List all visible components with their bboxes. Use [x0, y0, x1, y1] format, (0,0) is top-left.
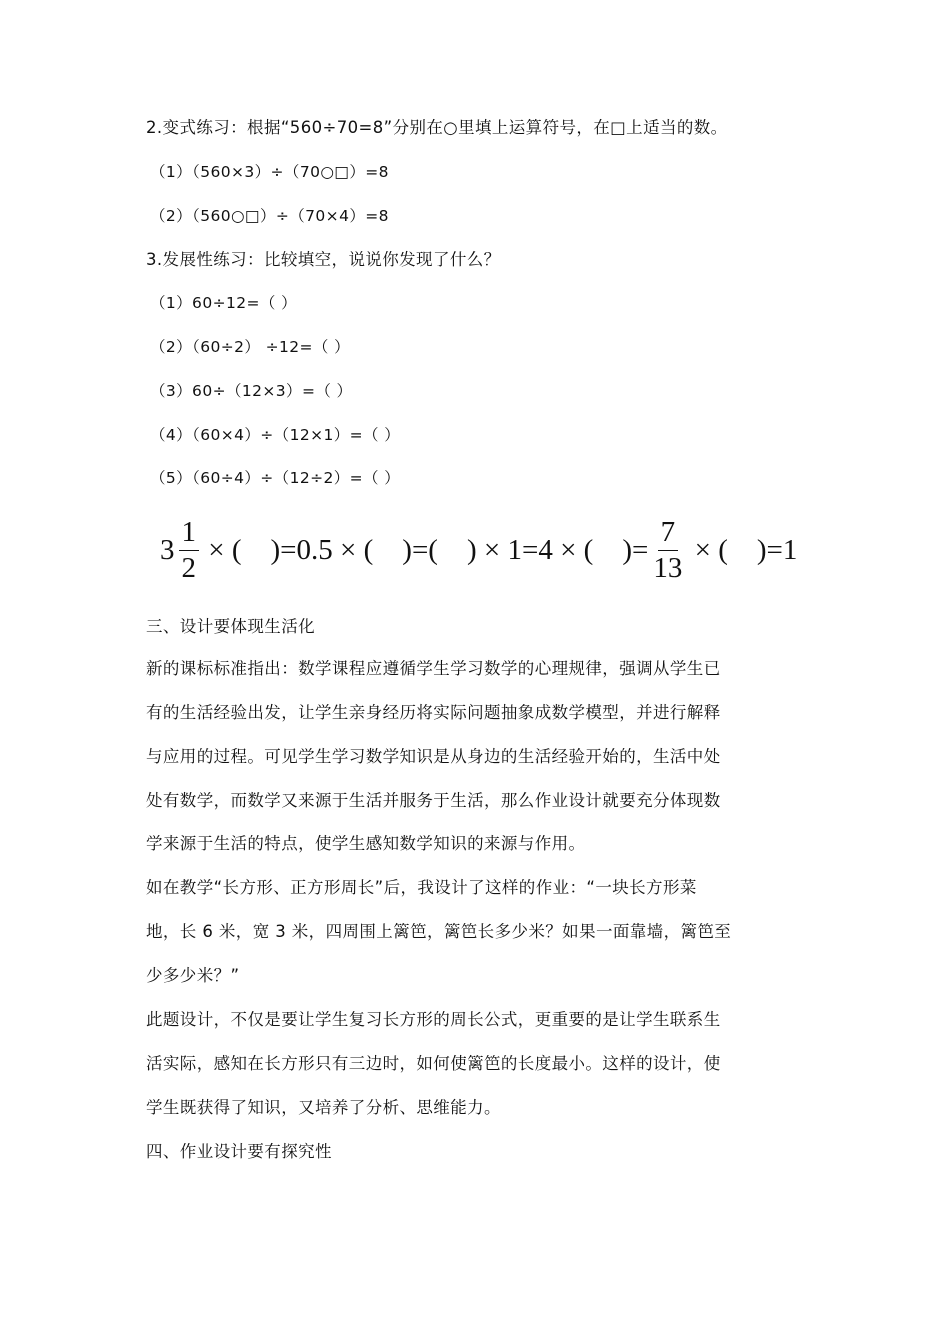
exercise-3-item-5: （5）（60÷4）÷（12÷2）=（ ）	[150, 469, 401, 487]
fraction-equation	[160, 515, 840, 585]
exercise-3-item-3: （3）60÷（12×3）=（ ）	[150, 382, 353, 400]
section-3-para-1-line-2: 有的生活经验出发，让学生亲身经历将实际问题抽象成数学模型，并进行解释	[146, 703, 721, 722]
section-3-para-3-line-1: 此题设计，不仅是要让学生复习长方形的周长公式，更重要的是让学生联系生	[146, 1010, 721, 1029]
equation-fraction-1-denominator: 2	[181, 551, 196, 584]
exercise-2-title: 2.变式练习：根据“560÷70=8”分别在○里填上运算符号，在□上适当的数。	[146, 118, 728, 137]
exercise-3-title: 3.发展性练习：比较填空，说说你发现了什么？	[146, 250, 501, 269]
section-3-para-2-line-1: 如在教学“长方形、正方形周长”后，我设计了这样的作业：“一块长方形菜	[146, 878, 697, 897]
equation-fraction-2-numerator: 7	[658, 518, 679, 551]
section-4-heading: 四、作业设计要有探究性	[146, 1142, 332, 1161]
exercise-3-item-4: （4）（60×4）÷（12×1）=（ ）	[150, 426, 401, 444]
equation-fraction-1	[179, 515, 200, 584]
section-3-para-1-line-5: 学来源于生活的特点，使学生感知数学知识的来源与作用。	[146, 834, 586, 853]
section-3-para-1-line-1: 新的课标标准指出：数学课程应遵循学生学习数学的心理规律，强调从学生已	[146, 659, 721, 678]
section-3-para-2-line-2: 地，长 6 米，宽 3 米，四周围上篱笆，篱笆长多少米？如果一面靠墙，篱笆至	[146, 922, 732, 941]
section-3-para-1-line-4: 处有数学，而数学又来源于生活并服务于生活，那么作业设计就要充分体现数	[146, 791, 721, 810]
section-3-para-1-line-3: 与应用的过程。可见学生学习数学知识是从身边的生活经验开始的，生活中处	[146, 747, 721, 766]
exercise-3-item-2: （2）（60÷2） ÷12=（ ）	[150, 338, 351, 356]
equation-fraction-2	[650, 515, 685, 584]
section-3-para-3-line-3: 学生既获得了知识，又培养了分析、思维能力。	[146, 1098, 501, 1117]
equation-middle: × ( )=0.5 × ( )=( ) × 1=4 × ( )=	[201, 533, 649, 566]
equation-fraction-1-numerator: 1	[179, 518, 200, 551]
exercise-2-item-2: （2）（560○□）÷（70×4）=8	[150, 207, 389, 225]
section-3-para-3-line-2: 活实际，感知在长方形只有三边时，如何使篱笆的长度最小。这样的设计，使	[146, 1054, 721, 1073]
equation-whole-number: 3	[160, 533, 175, 566]
section-3-para-2-line-3: 少多少米？”	[146, 966, 240, 985]
section-3-heading: 三、设计要体现生活化	[146, 617, 315, 636]
exercise-2-item-1: （1）（560×3）÷（70○□）=8	[150, 163, 389, 181]
exercise-3-item-1: （1）60÷12=（ ）	[150, 294, 298, 312]
equation-fraction-2-denominator: 13	[653, 551, 683, 584]
equation-tail: × ( )=1	[687, 533, 798, 566]
